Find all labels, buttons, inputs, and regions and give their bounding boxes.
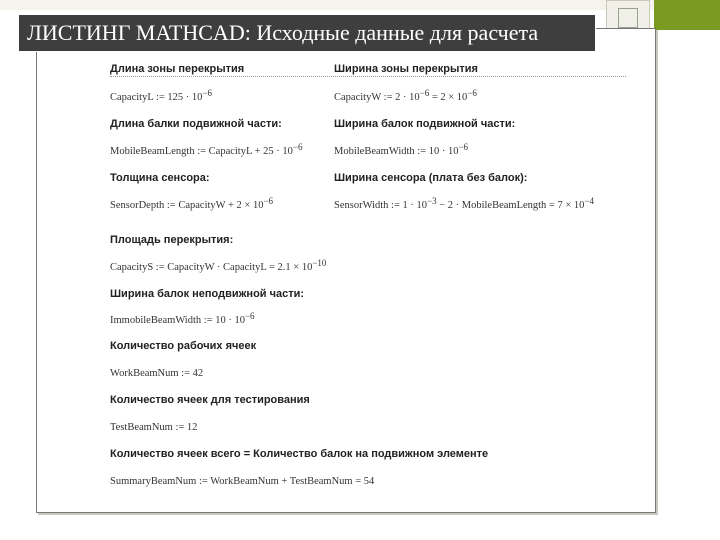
- region-divider: [110, 76, 626, 77]
- formula-immobile-beam-width: ImmobileBeamWidth := $10 \cdot 10^{-6}$: [110, 311, 255, 326]
- formula-work-beam-num: WorkBeamNum := 42: [110, 368, 204, 379]
- formula-capacity-length: CapacityL := $125 \cdot 10^{-6}$: [110, 88, 213, 103]
- heading-test-beam-num: Количество ячеек для тестирования: [110, 394, 310, 406]
- formula-sensor-width: SensorWidth := $1 \cdot 10^{-3} - 2$ · MobileBeamLength = $7 \times 10^{-4}$: [334, 196, 594, 211]
- formula-mobile-beam-width: MobileBeamWidth := $10 \cdot 10^{-6}$: [334, 142, 469, 157]
- heading-summary-beam-num: Количество ячеек всего = Количество балок на подвижном элементе: [110, 448, 489, 460]
- heading-immobile-beam-width: Ширина балок неподвижной части:: [110, 288, 305, 300]
- formula-capacity-area: CapacityS := CapacityW · CapacityL = $2.1 \times 10^{-10}$: [110, 258, 327, 273]
- heading-capacity-width: Ширина зоны перекрытия: [334, 63, 478, 75]
- heading-capacity-length: Длина зоны перекрытия: [110, 63, 245, 75]
- formula-test-beam-num: TestBeamNum := 12: [110, 422, 198, 433]
- decorative-green-block: [654, 0, 720, 30]
- heading-capacity-area: Площадь перекрытия:: [110, 234, 234, 246]
- formula-summary-beam-num: SummaryBeamNum := WorkBeamNum + TestBeamNum = 54: [110, 476, 375, 487]
- heading-mobile-beam-length: Длина балки подвижной части:: [110, 118, 282, 130]
- formula-capacity-width: CapacityW := $2 \cdot 10^{-6} = 2 \times 10^{-6}$: [334, 88, 477, 103]
- formula-mobile-beam-length: MobileBeamLength := CapacityL + $25 \cdot 10^{-6}$: [110, 142, 303, 157]
- heading-mobile-beam-width: Ширина балок подвижной части:: [334, 118, 516, 130]
- slide-title: ЛИСТИНГ MATHCAD: Исходные данные для расчета: [18, 14, 596, 52]
- heading-sensor-width: Ширина сенсора (плата без балок):: [334, 172, 528, 184]
- decorative-square: [618, 8, 638, 28]
- heading-sensor-depth: Толщина сенсора:: [110, 172, 210, 184]
- heading-work-beam-num: Количество рабочих ячеек: [110, 340, 257, 352]
- formula-sensor-depth: SensorDepth := CapacityW + $2 \times 10^{-6}$: [110, 196, 274, 211]
